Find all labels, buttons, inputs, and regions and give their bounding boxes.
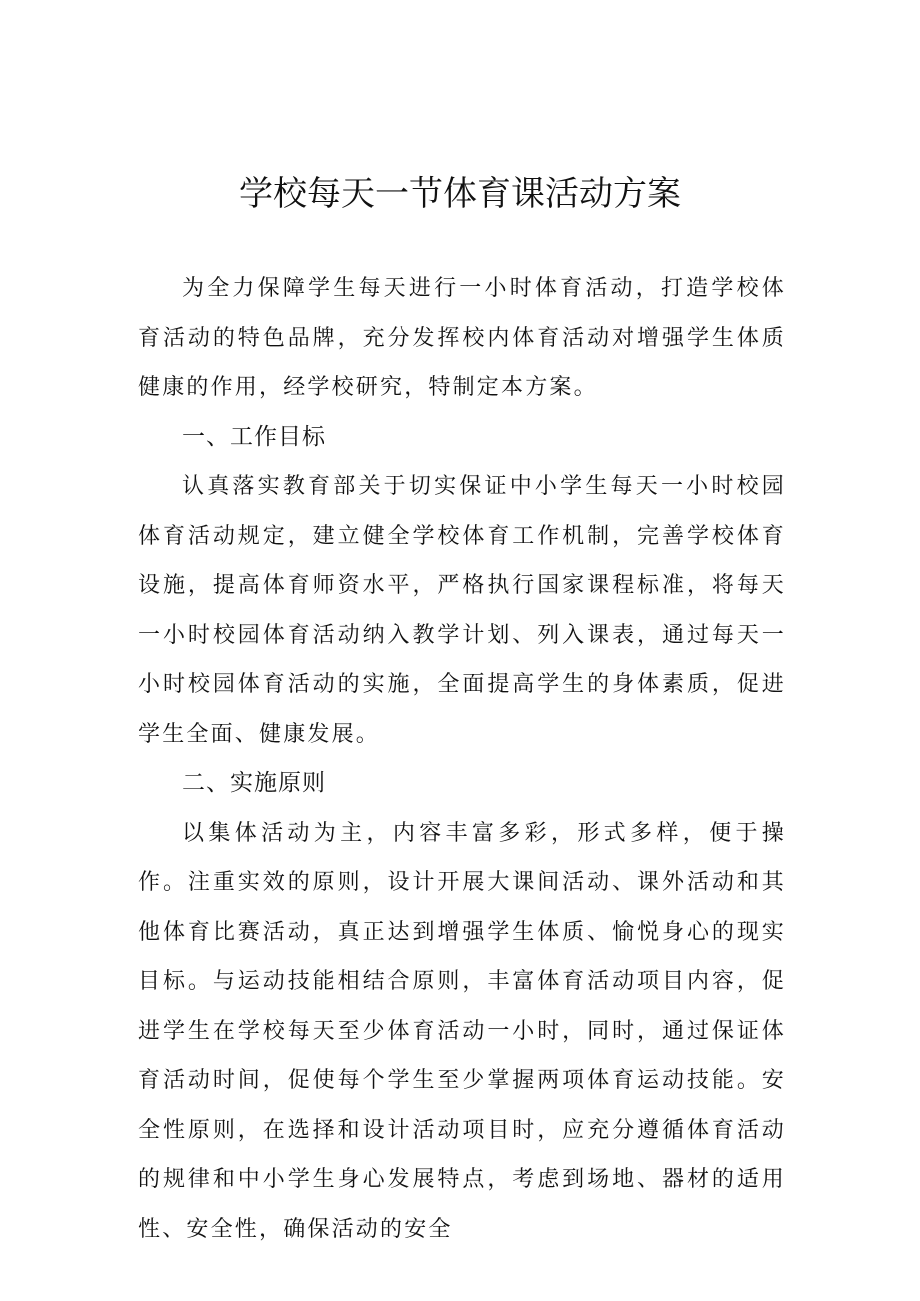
intro-paragraph: 为全力保障学生每天进行一小时体育活动，打造学校体育活动的特色品牌，充分发挥校内体育活动对增强学生体质健康的作用，经学校研究，特制定本方案。: [138, 276, 786, 400]
section-heading-principles: 二、实施原则: [182, 770, 326, 796]
document-body: [138, 264, 786, 1254]
section-body-goals: 认真落实教育部关于切实保证中小学生每天一小时校园体育活动规定，建立健全学校体育工作机制，完善学校体育设施，提高体育师资水平，严格执行国家课程标准，将每天一小时校园体育活动纳入教学计划、列入课表，通过每天一小时校园体育活动的实施，全面提高学生的身体素质，促进学生全面、健康发展。: [138, 474, 786, 747]
section-body-principles: 以集体活动为主，内容丰富多彩，形式多样，便于操作。注重实效的原则，设计开展大课间活动、课外活动和其他体育比赛活动，真正达到增强学生体质、愉悦身心的现实目标。与运动技能相结合原则，丰富体育活动项目内容，促进学生在学校每天至少体育活动一小时，同时，通过保证体育活动时间，促使每个学生至少掌握两项体育运动技能。安全性原则，在选择和设计活动项目时，应充分遵循体育活动的规律和中小学生身心发展特点，考虑到场地、器材的适用性、安全性，确保活动的安全: [138, 820, 786, 1242]
document-title: 学校每天一节体育课活动方案: [239, 174, 681, 214]
section-heading-goals: 一、工作目标: [182, 423, 326, 450]
